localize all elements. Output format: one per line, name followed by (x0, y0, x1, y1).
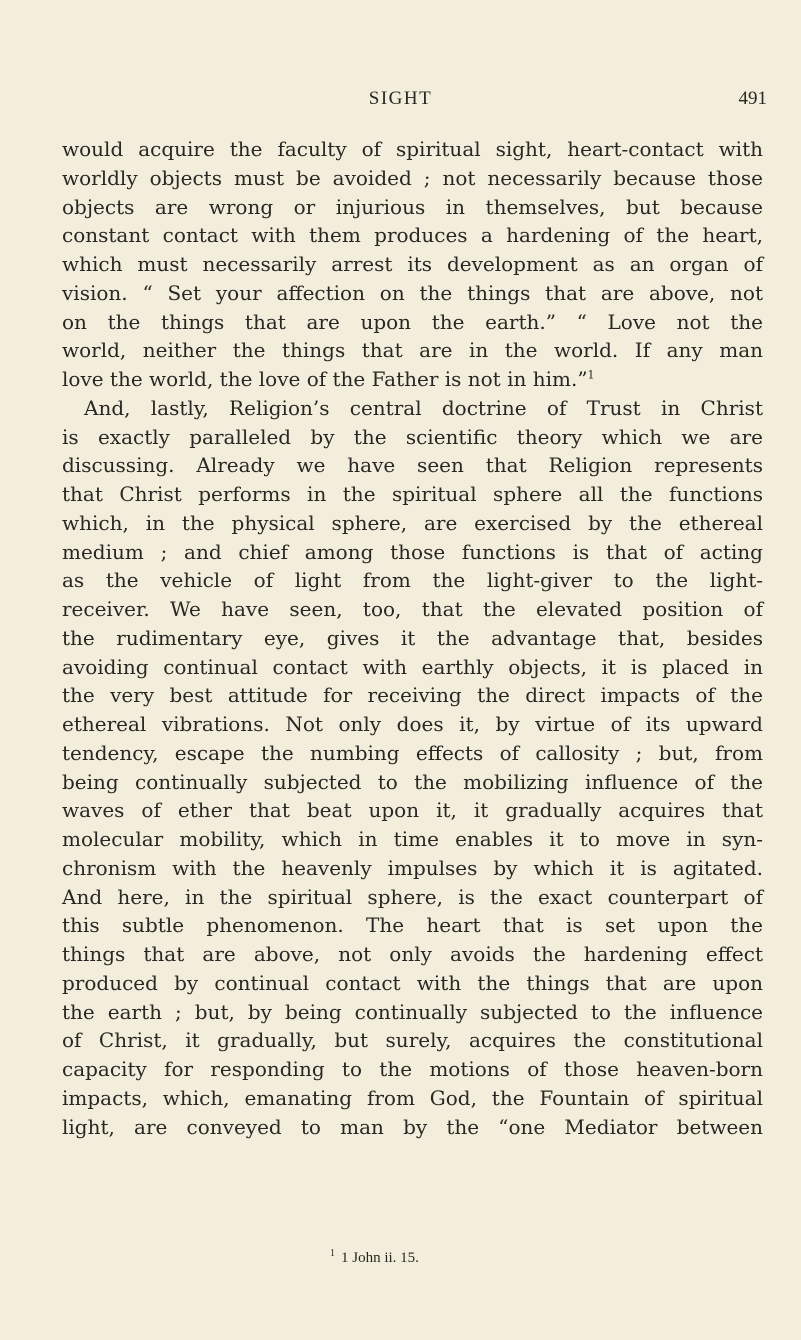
footnote-text: 1 John ii. 15. (341, 1250, 419, 1266)
text-line: the very best attitude for receiving the direct impacts of the (62, 683, 763, 708)
text-line: constant contact with them produces a hardening of the heart, (62, 223, 763, 248)
body-text (62, 135, 763, 1141)
footnote-reference: 1 (587, 368, 595, 382)
text-line: as the vehicle of light from the light-giver to the light- (62, 568, 763, 593)
text-line: ethereal vibrations. Not only does it, by virtue of its upward (62, 712, 763, 736)
text-line: tendency, escape the numbing effects of callosity ; but, from (62, 740, 763, 765)
text-line: And here, in the spiritual sphere, is the exact counterpart of (62, 884, 763, 909)
text-line: love the world, the love of the Father is not in him.” (62, 367, 588, 391)
page-number: 491 (738, 88, 767, 109)
text-line: produced by continual contact with the things that are upon (62, 970, 763, 995)
running-head: SIGHT (368, 88, 433, 109)
page-header (0, 88, 801, 112)
text-line: things that are above, not only avoids the hardening effect (62, 942, 763, 966)
text-line: this subtle phenomenon. The heart that is set upon the (62, 913, 763, 938)
text-line: light, are conveyed to man by the “one Mediator between (62, 1114, 763, 1139)
text-line: the rudimentary eye, gives it the advantage that, besides (62, 625, 763, 650)
text-line: would acquire the faculty of spiritual sight, heart-contact with (62, 137, 763, 161)
text-line: impacts, which, emanating from God, the Fountain of spiritual (62, 1085, 763, 1110)
paragraph-start-line: And, lastly, Religion’s central doctrine of Trust in Christ (84, 395, 763, 420)
text-line: waves of ether that beat upon it, it gradually acquires that (62, 798, 763, 823)
text-line: chronism with the heavenly impulses by which it is agitated. (62, 855, 763, 880)
text-line: avoiding continual contact with earthly objects, it is placed in (62, 654, 763, 679)
text-line: objects are wrong or injurious in themselves, but because (62, 194, 763, 219)
text-line-with-note (62, 365, 763, 394)
text-line: world, neither the things that are in the world. If any man (62, 338, 763, 363)
text-line: worldly objects must be avoided ; not necessarily because those (62, 165, 763, 190)
text-line: medium ; and chief among those functions is that of acting (62, 539, 763, 564)
text-line: of Christ, it gradually, but surely, acquires the constitutional (62, 1028, 763, 1053)
text-line: receiver. We have seen, too, that the elevated position of (62, 597, 763, 621)
text-line: discussing. Already we have seen that Religion represents (62, 453, 763, 478)
text-line: which must necessarily arrest its development as an organ of (62, 252, 763, 276)
footnote-mark: 1 (330, 1248, 335, 1259)
text-line: molecular mobility, which in time enables it to move in syn- (62, 827, 763, 851)
text-line: which, in the physical sphere, are exercised by the ethereal (62, 510, 763, 535)
text-line: capacity for responding to the motions of those heaven-born (62, 1057, 763, 1081)
text-line: that Christ performs in the spiritual sphere all the functions (62, 482, 763, 506)
text-line: being continually subjected to the mobilizing influence of the (62, 769, 763, 794)
text-line: vision. “ Set your affection on the things that are above, not (62, 280, 763, 305)
footnote (330, 1248, 419, 1267)
text-line: is exactly paralleled by the scientific theory which we are (62, 424, 763, 449)
text-line: the earth ; but, by being continually subjected to the influence (62, 999, 763, 1024)
text-line: on the things that are upon the earth.” “ Love not the (62, 309, 763, 334)
